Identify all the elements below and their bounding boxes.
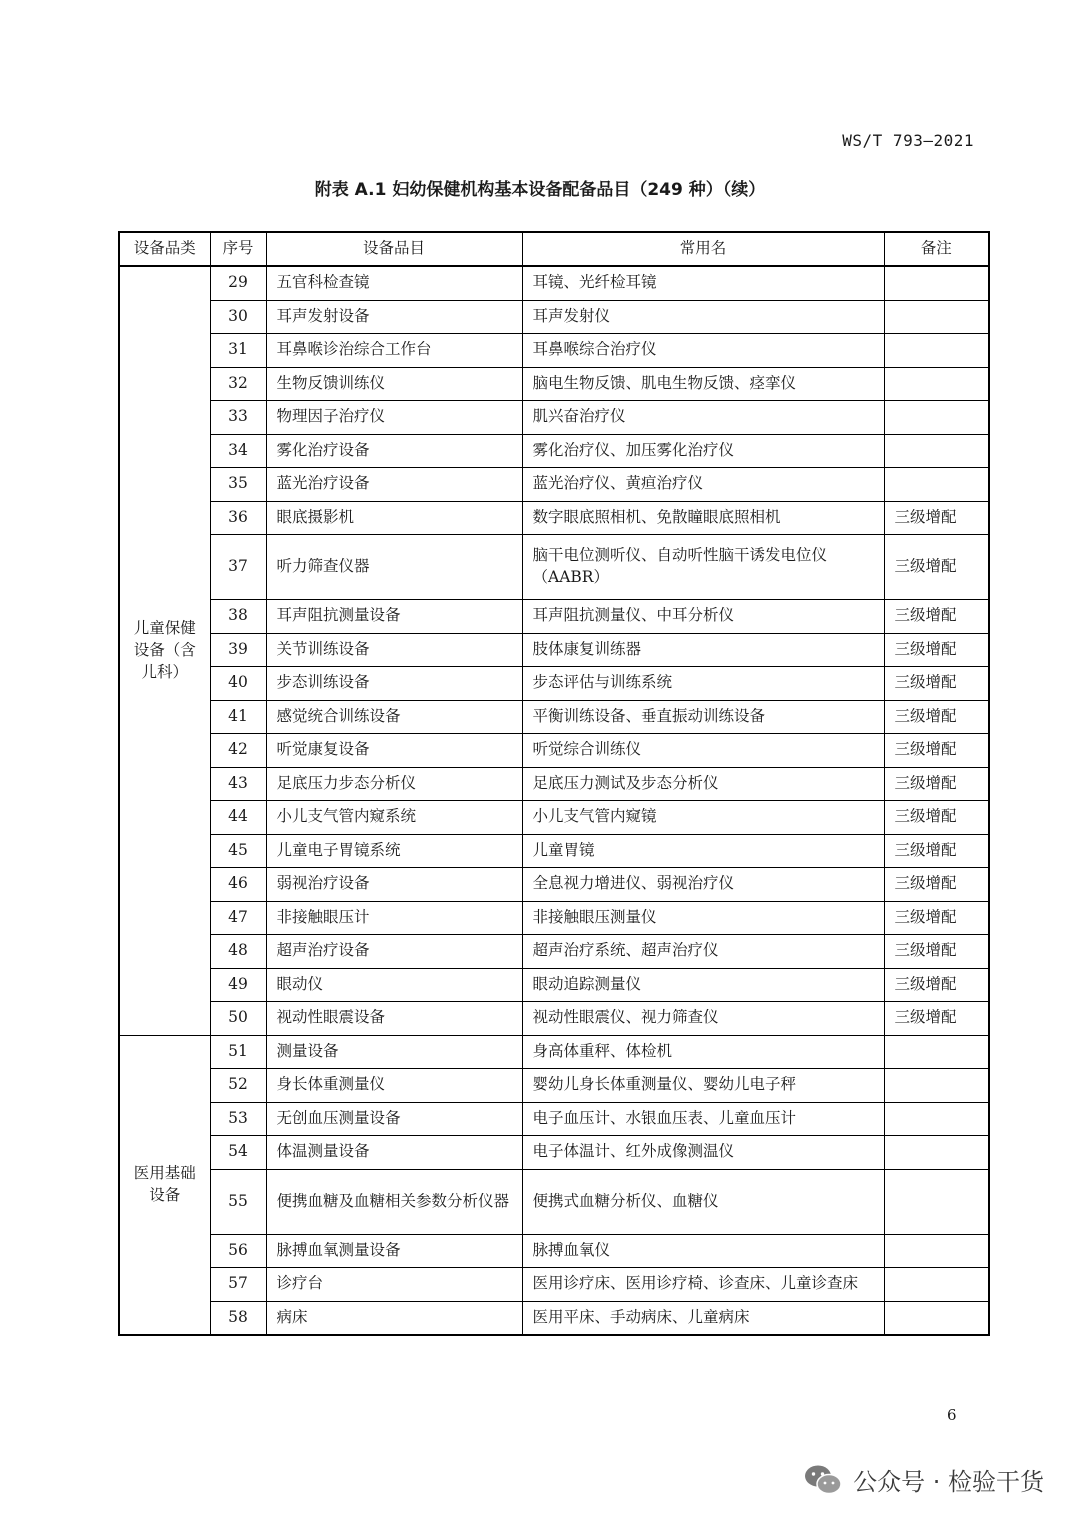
note-cell: 三级增配 (884, 901, 989, 935)
item-name-cell: 视动性眼震设备 (266, 1002, 522, 1036)
table-row (119, 266, 989, 300)
equipment-table (118, 231, 990, 1336)
common-name-cell: 电子血压计、水银血压表、儿童血压计 (522, 1102, 884, 1136)
item-name-cell: 眼动仪 (266, 968, 522, 1002)
item-name-cell: 便携血糖及血糖相关参数分析仪器 (266, 1169, 522, 1234)
common-name-cell: 医用诊疗床、医用诊疗椅、诊查床、儿童诊查床 (522, 1268, 884, 1302)
common-name-cell: 肢体康复训练器 (522, 633, 884, 667)
table-row (119, 1301, 989, 1335)
row-number-cell: 40 (210, 667, 266, 701)
note-cell: 三级增配 (884, 868, 989, 902)
note-cell (884, 367, 989, 401)
table-row (119, 734, 989, 768)
note-cell (884, 1169, 989, 1234)
row-number-cell: 29 (210, 266, 266, 300)
item-name-cell: 无创血压测量设备 (266, 1102, 522, 1136)
category-cell: 医用基础设备 (119, 1035, 210, 1335)
item-name-cell: 听力筛查仪器 (266, 535, 522, 600)
item-name-cell: 耳声阻抗测量设备 (266, 600, 522, 634)
note-cell: 三级增配 (884, 801, 989, 835)
common-name-cell: 听觉综合训练仪 (522, 734, 884, 768)
table-row (119, 1102, 989, 1136)
column-header-note: 备注 (884, 232, 989, 266)
table-header-row (119, 232, 989, 266)
item-name-cell: 小儿支气管内窥系统 (266, 801, 522, 835)
note-cell (884, 1035, 989, 1069)
row-number-cell: 36 (210, 501, 266, 535)
common-name-cell: 数字眼底照相机、免散瞳眼底照相机 (522, 501, 884, 535)
common-name-cell: 脑干电位测听仪、自动听性脑干诱发电位仪（AABR） (522, 535, 884, 600)
common-name-cell: 足底压力测试及步态分析仪 (522, 767, 884, 801)
table-row (119, 1069, 989, 1103)
row-number-cell: 52 (210, 1069, 266, 1103)
table-row (119, 1169, 989, 1234)
row-number-cell: 30 (210, 300, 266, 334)
common-name-cell: 电子体温计、红外成像测温仪 (522, 1136, 884, 1170)
row-number-cell: 54 (210, 1136, 266, 1170)
note-cell (884, 1234, 989, 1268)
item-name-cell: 身长体重测量仪 (266, 1069, 522, 1103)
row-number-cell: 53 (210, 1102, 266, 1136)
row-number-cell: 51 (210, 1035, 266, 1069)
common-name-cell: 步态评估与训练系统 (522, 667, 884, 701)
note-cell (884, 401, 989, 435)
note-cell: 三级增配 (884, 667, 989, 701)
common-name-cell: 雾化治疗仪、加压雾化治疗仪 (522, 434, 884, 468)
table-row (119, 700, 989, 734)
note-cell (884, 1268, 989, 1302)
common-name-cell: 婴幼儿身长体重测量仪、婴幼儿电子秤 (522, 1069, 884, 1103)
item-name-cell: 眼底摄影机 (266, 501, 522, 535)
note-cell (884, 1136, 989, 1170)
common-name-cell: 脉搏血氧仪 (522, 1234, 884, 1268)
row-number-cell: 37 (210, 535, 266, 600)
item-name-cell: 非接触眼压计 (266, 901, 522, 935)
row-number-cell: 43 (210, 767, 266, 801)
common-name-cell: 耳声发射仪 (522, 300, 884, 334)
page-number: 6 (947, 1406, 957, 1424)
table-row (119, 968, 989, 1002)
note-cell: 三级增配 (884, 535, 989, 600)
item-name-cell: 弱视治疗设备 (266, 868, 522, 902)
item-name-cell: 雾化治疗设备 (266, 434, 522, 468)
note-cell (884, 468, 989, 502)
common-name-cell: 眼动追踪测量仪 (522, 968, 884, 1002)
table-body (119, 266, 989, 1335)
category-cell: 儿童保健设备（含儿科） (119, 266, 210, 1035)
note-cell: 三级增配 (884, 501, 989, 535)
table-row (119, 468, 989, 502)
row-number-cell: 49 (210, 968, 266, 1002)
column-header-number: 序号 (210, 232, 266, 266)
note-cell: 三级增配 (884, 1002, 989, 1036)
table-row (119, 300, 989, 334)
row-number-cell: 31 (210, 334, 266, 368)
row-number-cell: 32 (210, 367, 266, 401)
table-row (119, 334, 989, 368)
table-row (119, 935, 989, 969)
table-row (119, 667, 989, 701)
note-cell: 三级增配 (884, 767, 989, 801)
table-row (119, 901, 989, 935)
table-row (119, 535, 989, 600)
common-name-cell: 非接触眼压测量仪 (522, 901, 884, 935)
row-number-cell: 44 (210, 801, 266, 835)
note-cell (884, 1301, 989, 1335)
watermark-text: 公众号 · 检验干货 (853, 1468, 1044, 1496)
table-title: 附表 A.1 妇幼保健机构基本设备配备品目（249 种）（续） (314, 180, 766, 200)
item-name-cell: 耳声发射设备 (266, 300, 522, 334)
row-number-cell: 33 (210, 401, 266, 435)
watermark (803, 1462, 1044, 1497)
common-name-cell: 医用平床、手动病床、儿童病床 (522, 1301, 884, 1335)
table-row (119, 767, 989, 801)
common-name-cell: 肌兴奋治疗仪 (522, 401, 884, 435)
row-number-cell: 34 (210, 434, 266, 468)
common-name-cell: 耳鼻喉综合治疗仪 (522, 334, 884, 368)
note-cell (884, 434, 989, 468)
row-number-cell: 50 (210, 1002, 266, 1036)
column-header-common-name: 常用名 (522, 232, 884, 266)
item-name-cell: 关节训练设备 (266, 633, 522, 667)
item-name-cell: 感觉统合训练设备 (266, 700, 522, 734)
item-name-cell: 测量设备 (266, 1035, 522, 1069)
item-name-cell: 超声治疗设备 (266, 935, 522, 969)
item-name-cell: 病床 (266, 1301, 522, 1335)
note-cell: 三级增配 (884, 834, 989, 868)
row-number-cell: 58 (210, 1301, 266, 1335)
row-number-cell: 45 (210, 834, 266, 868)
column-header-category: 设备品类 (119, 232, 210, 266)
item-name-cell: 体温测量设备 (266, 1136, 522, 1170)
note-cell: 三级增配 (884, 600, 989, 634)
table-row (119, 367, 989, 401)
row-number-cell: 57 (210, 1268, 266, 1302)
common-name-cell: 耳镜、光纤检耳镜 (522, 266, 884, 300)
note-cell (884, 334, 989, 368)
item-name-cell: 儿童电子胃镜系统 (266, 834, 522, 868)
row-number-cell: 42 (210, 734, 266, 768)
table-row (119, 1002, 989, 1036)
table-row (119, 868, 989, 902)
row-number-cell: 55 (210, 1169, 266, 1234)
item-name-cell: 脉搏血氧测量设备 (266, 1234, 522, 1268)
common-name-cell: 儿童胃镜 (522, 834, 884, 868)
note-cell: 三级增配 (884, 935, 989, 969)
common-name-cell: 蓝光治疗仪、黄疸治疗仪 (522, 468, 884, 502)
table-row (119, 1136, 989, 1170)
item-name-cell: 耳鼻喉诊治综合工作台 (266, 334, 522, 368)
table-row (119, 600, 989, 634)
table-row (119, 1234, 989, 1268)
row-number-cell: 41 (210, 700, 266, 734)
table-row (119, 1035, 989, 1069)
note-cell: 三级增配 (884, 734, 989, 768)
item-name-cell: 听觉康复设备 (266, 734, 522, 768)
item-name-cell: 物理因子治疗仪 (266, 401, 522, 435)
table-row (119, 801, 989, 835)
common-name-cell: 小儿支气管内窥镜 (522, 801, 884, 835)
note-cell: 三级增配 (884, 633, 989, 667)
item-name-cell: 生物反馈训练仪 (266, 367, 522, 401)
note-cell: 三级增配 (884, 968, 989, 1002)
item-name-cell: 足底压力步态分析仪 (266, 767, 522, 801)
common-name-cell: 视动性眼震仪、视力筛查仪 (522, 1002, 884, 1036)
common-name-cell: 超声治疗系统、超声治疗仪 (522, 935, 884, 969)
note-cell (884, 1069, 989, 1103)
row-number-cell: 48 (210, 935, 266, 969)
item-name-cell: 步态训练设备 (266, 667, 522, 701)
item-name-cell: 五官科检查镜 (266, 266, 522, 300)
common-name-cell: 平衡训练设备、垂直振动训练设备 (522, 700, 884, 734)
common-name-cell: 耳声阻抗测量仪、中耳分析仪 (522, 600, 884, 634)
row-number-cell: 38 (210, 600, 266, 634)
standard-code: WS/T 793—2021 (842, 131, 974, 150)
column-header-item: 设备品目 (266, 232, 522, 266)
table-row (119, 834, 989, 868)
row-number-cell: 39 (210, 633, 266, 667)
common-name-cell: 便携式血糖分析仪、血糖仪 (522, 1169, 884, 1234)
note-cell: 三级增配 (884, 700, 989, 734)
row-number-cell: 56 (210, 1234, 266, 1268)
common-name-cell: 脑电生物反馈、肌电生物反馈、痉挛仪 (522, 367, 884, 401)
table-row (119, 434, 989, 468)
row-number-cell: 47 (210, 901, 266, 935)
note-cell (884, 1102, 989, 1136)
row-number-cell: 35 (210, 468, 266, 502)
table-row (119, 501, 989, 535)
note-cell (884, 266, 989, 300)
table-row (119, 1268, 989, 1302)
common-name-cell: 全息视力增进仪、弱视治疗仪 (522, 868, 884, 902)
note-cell (884, 300, 989, 334)
item-name-cell: 蓝光治疗设备 (266, 468, 522, 502)
item-name-cell: 诊疗台 (266, 1268, 522, 1302)
table-row (119, 633, 989, 667)
common-name-cell: 身高体重秤、体检机 (522, 1035, 884, 1069)
row-number-cell: 46 (210, 868, 266, 902)
table-row (119, 401, 989, 435)
wechat-icon (803, 1463, 843, 1497)
